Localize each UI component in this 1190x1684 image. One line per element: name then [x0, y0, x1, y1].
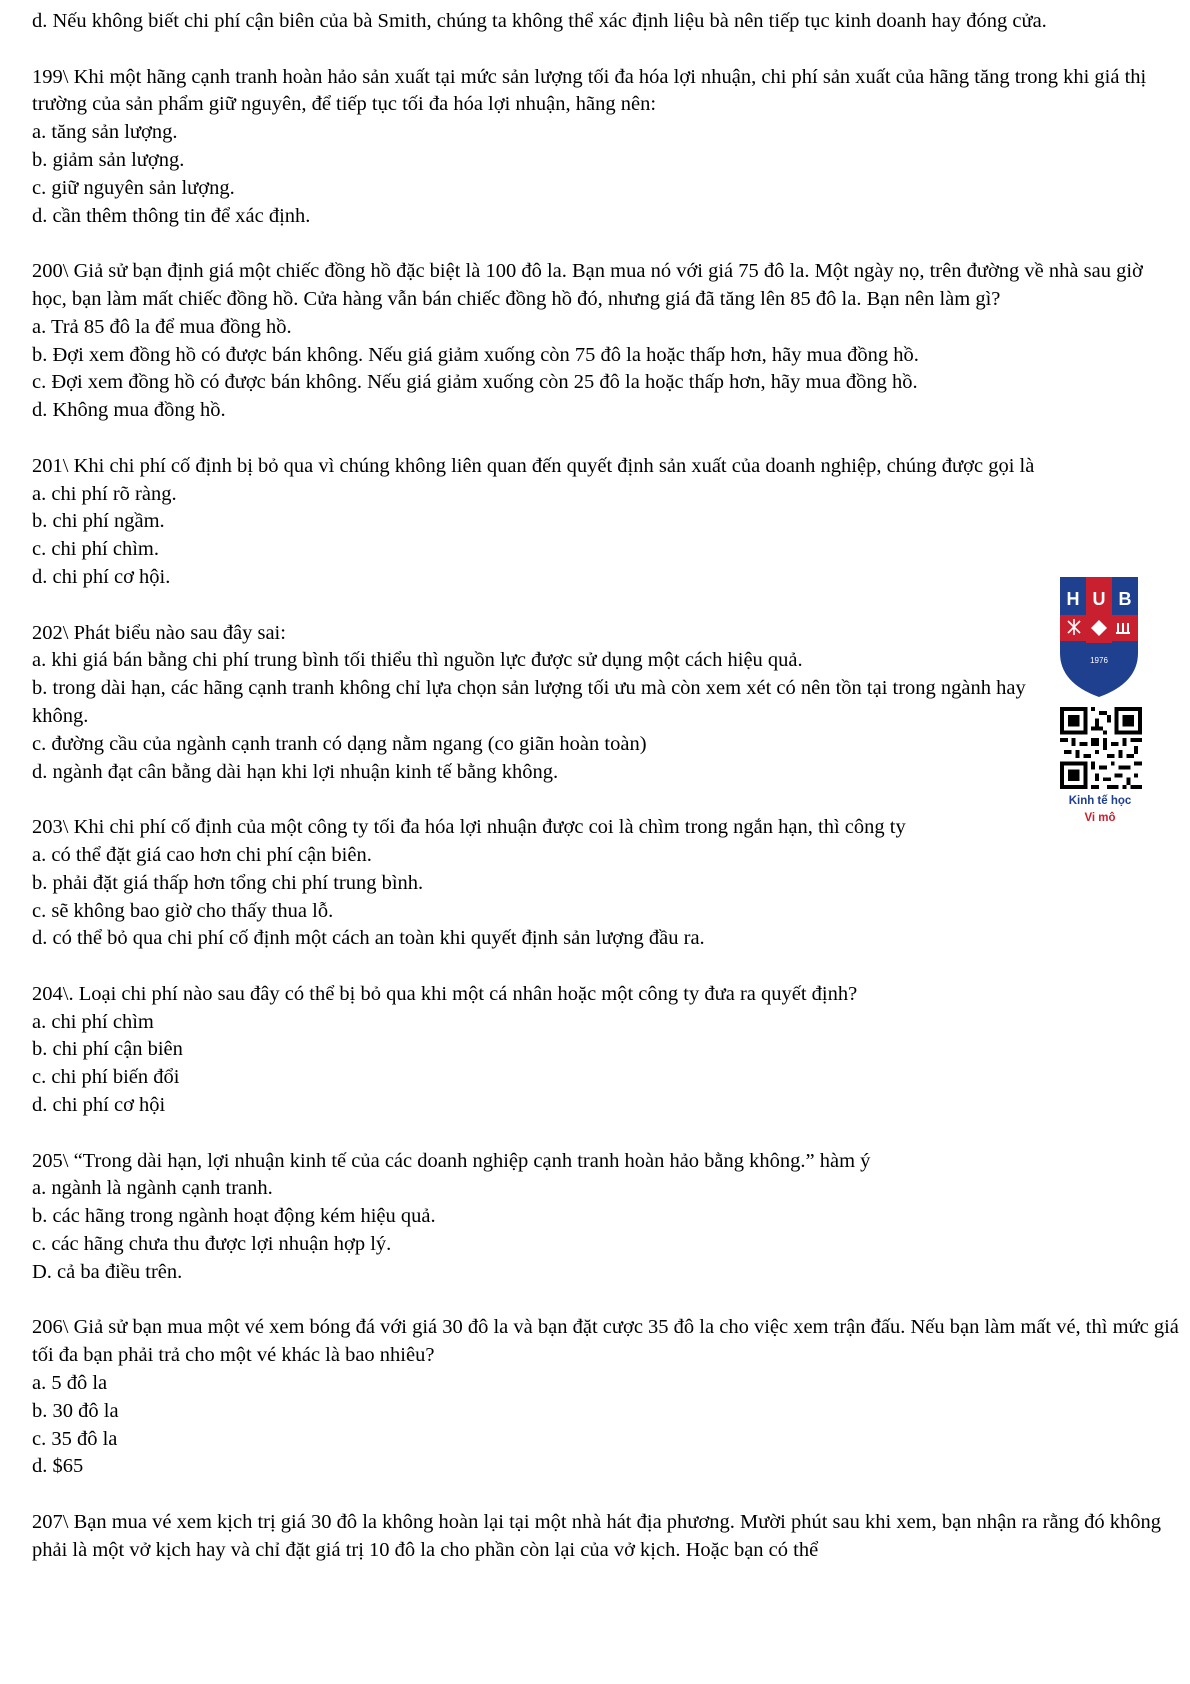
question-205	[32, 1148, 1182, 1287]
option: a. chi phí chìm	[32, 1010, 154, 1033]
option: c. 35 đô la	[32, 1427, 118, 1450]
question-199	[32, 64, 1182, 231]
option: b. chi phí ngầm.	[32, 510, 165, 533]
option: c. các hãng chưa thu được lợi nhuận hợp lý.	[32, 1233, 392, 1256]
option: b. chi phí cận biên	[32, 1038, 183, 1061]
document-body	[32, 8, 1182, 1565]
question-stem: 199\ Khi một hãng cạnh tranh hoàn hảo sản xuất tại mức sản lượng tối đa hóa lợi nhuận, chi phí sản xuất của hãng tăng trong khi giá thị trường của sản phẩm giữ nguyên, để tiếp tục tối đa hóa lợi nhuận, hãng nên:	[32, 65, 1147, 116]
qr-caption-course: Vi mô	[1084, 812, 1116, 824]
option: c. chi phí chìm.	[32, 538, 159, 561]
question-stem: 205\ “Trong dài hạn, lợi nhuận kinh tế của các doanh nghiệp cạnh tranh hoàn hảo bằng không.” hàm ý	[32, 1149, 871, 1172]
logo-letter-h: H	[1066, 589, 1080, 609]
option: d. cần thêm thông tin để xác định.	[32, 204, 311, 227]
option: a. Trả 85 đô la để mua đồng hồ.	[32, 315, 292, 338]
option: b. Đợi xem đồng hồ có được bán không. Nếu giá giảm xuống còn 75 đô la hoặc thấp hơn, hãy mua đồng hồ.	[32, 343, 919, 366]
option: d. Không mua đồng hồ.	[32, 399, 226, 422]
question-201	[32, 453, 1182, 592]
option: a. khi giá bán bằng chi phí trung bình tối thiểu thì nguồn lực được sử dụng một cách hiệu quả.	[32, 649, 803, 672]
question-stem: 203\ Khi chi phí cố định của một công ty tối đa hóa lợi nhuận được coi là chìm trong ngắn hạn, thì công ty	[32, 816, 906, 839]
bottom-fragment: 207\ Bạn mua vé xem kịch trị giá 30 đô la không hoàn lại tại một nhà hát địa phương. Mười phút sau khi xem, bạn nhận ra rằng đó không phải là một vở kịch hay và chỉ đặt giá trị 10 đô la cho phần còn lại của vở kịch. Hoặc bạn có thể	[32, 1511, 1162, 1561]
question-stem: 204\. Loại chi phí nào sau đây có thể bị bỏ qua khi một cá nhân hoặc một công ty đưa ra quyết định?	[32, 982, 858, 1005]
question-203	[32, 814, 1182, 953]
option: a. 5 đô la	[32, 1372, 108, 1395]
logo-year: 1976	[1090, 656, 1108, 665]
option: c. giữ nguyên sản lượng.	[32, 176, 235, 199]
question-204	[32, 981, 1182, 1120]
option: b. 30 đô la	[32, 1399, 119, 1422]
option: a. có thể đặt giá cao hơn chi phí cận biên.	[32, 843, 372, 866]
option: d. chi phí cơ hội.	[32, 565, 171, 588]
option: c. chi phí biến đổi	[32, 1066, 180, 1089]
option: d. ngành đạt cân bằng dài hạn khi lợi nhuận kinh tế bằng không.	[32, 760, 559, 783]
question-stem: 201\ Khi chi phí cố định bị bỏ qua vì chúng không liên quan đến quyết định sản xuất của doanh nghiệp, chúng được gọi là	[32, 454, 1035, 477]
option: d. có thể bỏ qua chi phí cố định một cách an toàn khi quyết định sản lượng đầu ra.	[32, 927, 705, 950]
option: D. cả ba điều trên.	[32, 1260, 183, 1283]
option: a. chi phí rõ ràng.	[32, 482, 177, 505]
qr-code	[1060, 707, 1142, 789]
option: a. tăng sản lượng.	[32, 121, 178, 144]
question-stem: 202\ Phát biểu nào sau đây sai:	[32, 621, 286, 644]
question-202	[32, 620, 1182, 787]
logo-letter-b: B	[1118, 589, 1132, 609]
question-stem: 206\ Giả sử bạn mua một vé xem bóng đá với giá 30 đô la và bạn đặt cược 35 đô la cho việc xem trận đấu. Nếu bạn làm mất vé, thì mức giá tối đa bạn phải trả cho một vé khác là bao nhiêu?	[32, 1316, 1179, 1367]
option: b. các hãng trong ngành hoạt động kém hiệu quả.	[32, 1205, 436, 1228]
qr-caption-subject: Kinh tế học	[1068, 795, 1132, 807]
option: b. phải đặt giá thấp hơn tổng chi phí trung bình.	[32, 871, 424, 894]
option: b. giảm sản lượng.	[32, 148, 185, 171]
option: c. Đợi xem đồng hồ có được bán không. Nếu giá giảm xuống còn 25 đô la hoặc thấp hơn, hãy mua đồng hồ.	[32, 371, 918, 394]
question-200	[32, 258, 1182, 425]
option: c. sẽ không bao giờ cho thấy thua lỗ.	[32, 899, 334, 922]
option: d. chi phí cơ hội	[32, 1094, 166, 1117]
option: b. trong dài hạn, các hãng cạnh tranh không chỉ lựa chọn sản lượng tối ưu mà còn xem xét có nên tồn tại trong ngành hay không.	[32, 677, 1026, 727]
logo-building-icon	[1116, 623, 1130, 633]
option: c. đường cầu của ngành cạnh tranh có dạng nằm ngang (co giãn hoàn toàn)	[32, 732, 647, 755]
question-206	[32, 1314, 1182, 1481]
option: d. $65	[32, 1455, 84, 1478]
question-stem: 200\ Giả sử bạn định giá một chiếc đồng hồ đặc biệt là 100 đô la. Bạn mua nó với giá 75 đô la. Một ngày nọ, trên đường về nhà sau giờ học, bạn làm mất chiếc đồng hồ. Cửa hàng vẫn bán chiếc đồng hồ đó, nhưng giá đã tăng lên 85 đô la. Bạn nên làm gì?	[32, 260, 1143, 310]
option: a. ngành là ngành cạnh tranh.	[32, 1177, 273, 1200]
hub-logo	[1058, 575, 1140, 699]
top-fragment: d. Nếu không biết chi phí cận biên của bà Smith, chúng ta không thể xác định liệu bà nên tiếp tục kinh doanh hay đóng cửa.	[32, 10, 1047, 32]
logo-letter-u: U	[1092, 589, 1106, 609]
